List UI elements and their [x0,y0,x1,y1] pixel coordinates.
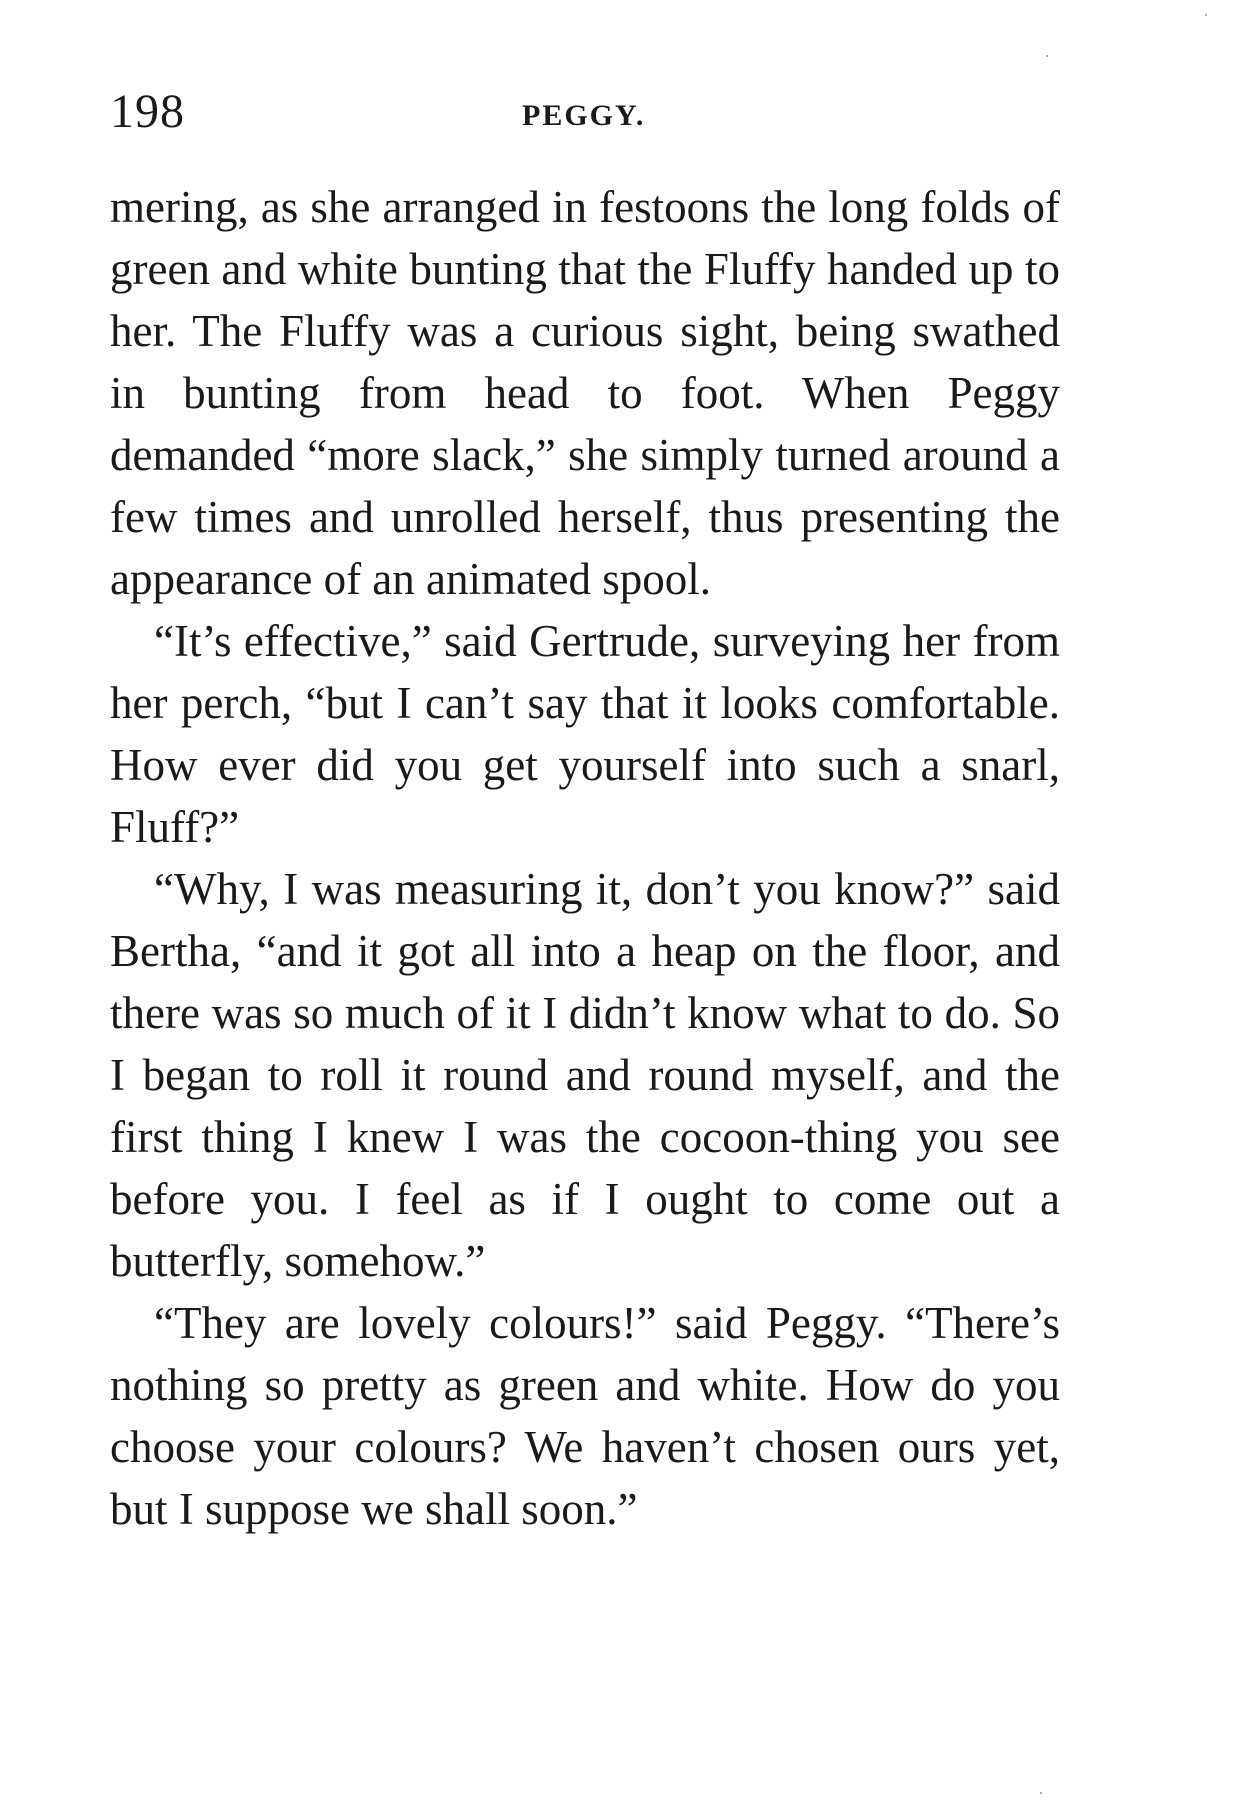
page-number: 198 [110,85,185,138]
paragraph-continuation: mering, as she arranged in festoons the long folds of green and white bunting that the Fluffy handed up to her. The Fluffy was a curious sight, being swathed in bunting from head to foot. When Peggy demanded “more slack,” she simply turned around a few times and unrolled herself, thus presenting the appearance of an animated spool. [110,182,1060,604]
paragraph-gertrude: “It’s effective,” said Gertrude, surveying her from her perch, “but I can’t say that it looks comfortable. How ever did you get yourself into such a snarl, Fluff?” [110,616,1060,852]
paragraph-peggy: “They are lovely colours!” said Peggy. “There’s nothing so pretty as green and white. How do you choose your colours? We haven’t chosen ours yet, but I suppose we shall soon.” [110,1298,1060,1534]
paper-speck [1205,14,1207,16]
paper-speck [1046,55,1048,57]
running-head: PEGGY. [522,99,646,132]
paper-speck [1040,1792,1042,1794]
paragraph-bertha: “Why, I was measuring it, don’t you know?” said Bertha, “and it got all into a heap on the floor, and there was so much of it I didn’t know what to do. So I began to roll it round and round myself, and the first thing I knew I was the cocoon-thing you see before you. I feel as if I ought to come out a butterfly, somehow.” [110,864,1060,1286]
body-text [110,176,1060,1540]
page-header [110,82,1060,142]
